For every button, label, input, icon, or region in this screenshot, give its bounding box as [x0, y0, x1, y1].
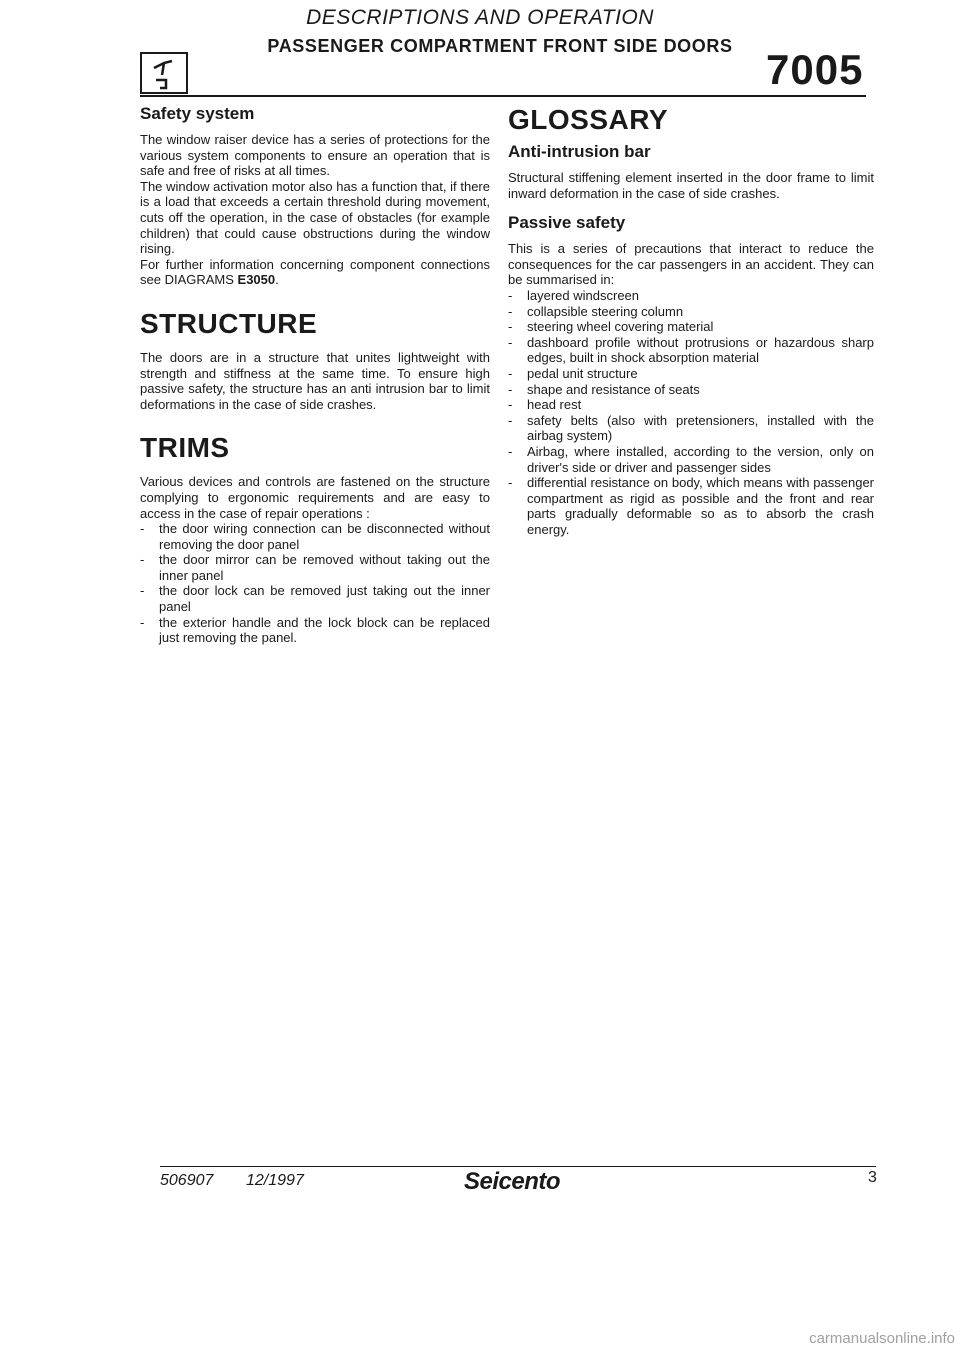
anti-intrusion-text: Structural stiffening element inserted in the door frame to limit inward deformation in the case of side crashes.: [508, 170, 874, 201]
list-item: - Airbag, where installed, according to the version, only on driver's side or driver and passenger sides: [508, 444, 874, 475]
footer-divider: [160, 1166, 876, 1167]
door-section-logo: [140, 52, 188, 94]
structure-heading: STRUCTURE: [140, 307, 318, 339]
document-code: 506907: [160, 1172, 214, 1189]
list-item: - dashboard profile without protrusions or hazardous sharp edges, built in shock absorption material: [508, 335, 874, 366]
list-item: - pedal unit structure: [508, 366, 874, 382]
list-item: - shape and resistance of seats: [508, 382, 874, 398]
brand-logo: Seicento: [464, 1168, 561, 1195]
trims-heading: TRIMS: [140, 432, 230, 464]
safety-system-heading: Safety system: [140, 104, 255, 123]
list-item: - the door wiring connection can be disconnected without removing the door panel: [140, 521, 490, 552]
passive-safety-intro: This is a series of precautions that interact to reduce the consequences for the car passengers in an accident. They can be summarised in:: [508, 241, 874, 288]
list-item: - the door mirror can be removed without taking out the inner panel: [140, 552, 490, 583]
list-item: - safety belts (also with pretensioners, installed with the airbag system): [508, 413, 874, 444]
list-item: - head rest: [508, 397, 874, 413]
trims-intro: Various devices and controls are fastened on the structure complying to ergonomic requirements and are easy to access in the case of repair operations :: [140, 474, 490, 521]
list-item: - differential resistance on body, which means with passenger compartment as rigid as possible and the front and rear parts gradually deformable so as to absorb the crash energy.: [508, 475, 874, 537]
structure-text: The doors are in a structure that unites lightweight with strength and stiffness at the same time. To ensure high passive safety, the structure has an anti intrusion bar to limit deformations in the case of side crashes.: [140, 349, 490, 412]
diagram-ref: E3050: [237, 272, 276, 288]
safety-para-3-end: .: [275, 272, 279, 288]
list-item: - steering wheel covering material: [508, 319, 874, 335]
safety-para-3: [140, 257, 490, 288]
page-number: 3: [868, 1169, 877, 1186]
safety-para-2: The window activation motor also has a function that, if there is a load that exceeds a certain threshold during movement, cuts off the operation, in the case of obstacles (for example children) that could cause obstructions during the window rising.: [140, 178, 490, 257]
header-title: PASSENGER COMPARTMENT FRONT SIDE DOORS: [267, 36, 733, 56]
trims-list: [140, 521, 490, 646]
door-icon: [142, 54, 186, 92]
list-item: - the door lock can be removed just taking out the inner panel: [140, 583, 490, 614]
glossary-heading: GLOSSARY: [508, 104, 669, 135]
list-item: - the exterior handle and the lock block can be replaced just removing the panel.: [140, 615, 490, 646]
right-column: [508, 104, 874, 537]
left-column: [140, 104, 490, 646]
safety-system-text: [140, 132, 490, 288]
header-divider: [140, 95, 866, 97]
passive-safety-list: [508, 288, 874, 538]
safety-para-1: The window raiser device has a series of protections for the various system components to ensure an operation that is safe and free of risks at all times.: [140, 132, 490, 179]
safety-para-3-text: For further information concerning component connections see DIAGRAMS: [140, 256, 490, 288]
list-item: - collapsible steering column: [508, 304, 874, 320]
anti-intrusion-heading: Anti-intrusion bar: [508, 142, 651, 161]
list-item: - layered windscreen: [508, 288, 874, 304]
section-number: 7005: [766, 46, 864, 93]
watermark: carmanualsonline.info: [809, 1330, 955, 1347]
header-category: DESCRIPTIONS AND OPERATION: [306, 6, 654, 29]
document-date: 12/1997: [246, 1172, 304, 1189]
passive-safety-heading: Passive safety: [508, 213, 626, 233]
